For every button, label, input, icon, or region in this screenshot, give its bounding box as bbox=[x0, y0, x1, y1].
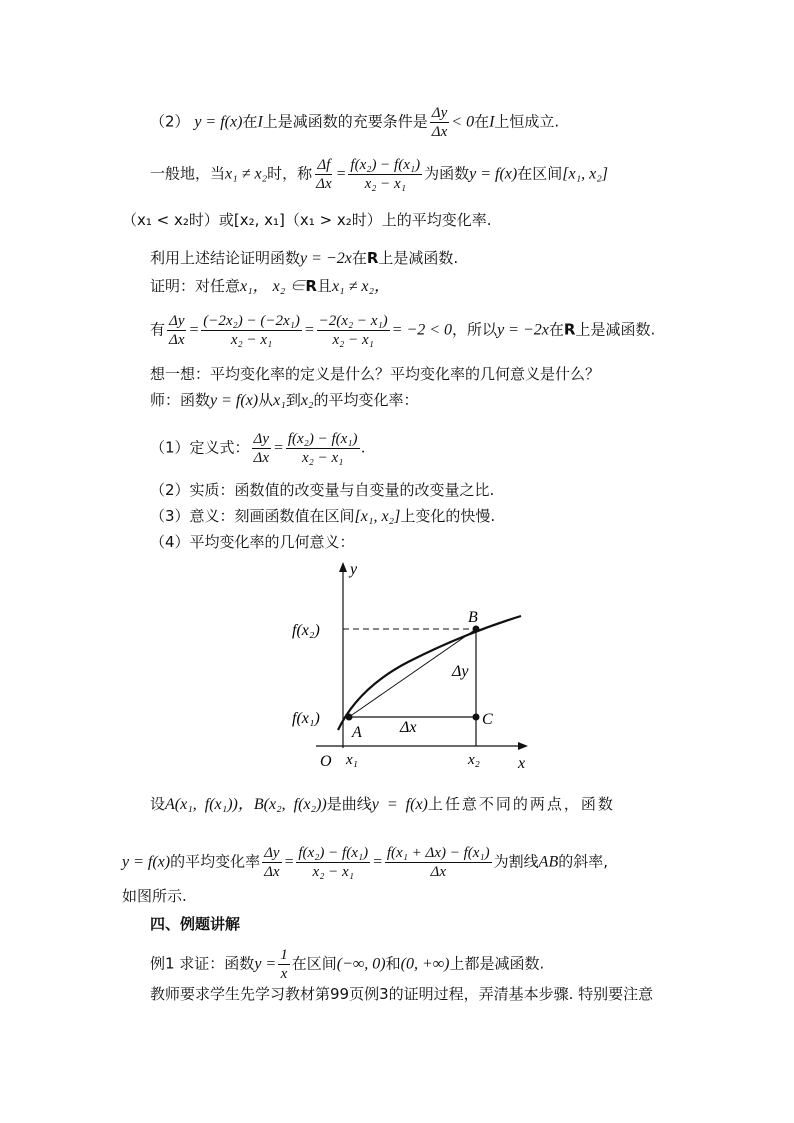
text: 在 bbox=[548, 320, 564, 339]
text: 上恒成立. bbox=[494, 112, 560, 131]
fraction-denominator: x₂ − x₁ bbox=[364, 176, 406, 192]
point-b-label: B bbox=[468, 609, 478, 626]
condition-line bbox=[150, 104, 559, 141]
think-question: 想一想：平均变化率的定义是什么？平均变化率的几何意义是什么？ bbox=[150, 365, 601, 383]
x-axis-arrow-icon bbox=[518, 742, 528, 750]
fraction bbox=[278, 946, 290, 983]
teacher-instruction-line: 教师要求学生先学习教材第99页例3的证明过程，弄清基本步骤. 特别要注意 bbox=[150, 985, 654, 1003]
fraction bbox=[167, 312, 186, 349]
fraction-numerator: f(x₁ + Δx) − f(x₁) bbox=[386, 845, 490, 861]
math-expression: x₁ ≠ x₂， bbox=[331, 278, 391, 295]
teacher-line bbox=[150, 390, 419, 411]
text: 在 bbox=[242, 112, 258, 131]
fraction-numerator: f(x₂) − f(x₁) bbox=[298, 845, 369, 861]
text: 一般地，当 bbox=[150, 164, 226, 183]
text: 有 bbox=[150, 320, 166, 339]
text: 且 bbox=[316, 277, 332, 295]
text: 的平均变化率： bbox=[313, 391, 419, 409]
fraction-numerator: 1 bbox=[280, 947, 288, 963]
fraction-denominator: x₂ − x₁ bbox=[230, 332, 273, 348]
text: 设 bbox=[150, 795, 166, 813]
fraction-denominator: Δx bbox=[431, 124, 448, 140]
essence-line: （2）实质：函数值的改变量与自变量的改变量之比. bbox=[150, 481, 495, 499]
definition-line-continued: （x₁ < x₂时）或[x₂, x₁]（x₁ > x₂时）上的平均变化率. bbox=[122, 211, 492, 229]
delta-x-label: Δx bbox=[400, 719, 417, 736]
fraction-denominator: x bbox=[280, 966, 288, 982]
fraction-denominator: Δx bbox=[169, 332, 185, 348]
points-line bbox=[150, 794, 615, 815]
y-axis-arrow-icon bbox=[339, 562, 347, 572]
text: 在区间 bbox=[517, 164, 563, 183]
secant-slope-figure bbox=[288, 558, 548, 778]
math-expression: (−∞, 0) bbox=[336, 955, 386, 973]
text: 上变化的快慢. bbox=[400, 507, 496, 525]
fraction-denominator: Δx bbox=[430, 864, 446, 880]
math-expression: y = bbox=[254, 955, 277, 973]
equals-sign: = bbox=[303, 321, 315, 339]
exercise-line bbox=[150, 248, 458, 269]
point-c-label: C bbox=[482, 711, 493, 728]
y-axis-label: y bbox=[350, 561, 358, 578]
text: 师：函数 bbox=[150, 391, 211, 409]
period: . bbox=[361, 439, 366, 457]
text: 和 bbox=[385, 954, 401, 973]
point-b bbox=[473, 626, 480, 633]
text: 上都是减函数. bbox=[449, 954, 545, 973]
delta-y-label: Δy bbox=[452, 663, 469, 680]
reals-symbol: R bbox=[366, 249, 379, 267]
text: ，所以 bbox=[452, 320, 498, 339]
geometric-meaning-line: （4）平均变化率的几何意义： bbox=[150, 533, 355, 551]
fraction-denominator: Δx bbox=[264, 864, 280, 880]
fraction bbox=[348, 156, 422, 193]
proof-line bbox=[150, 276, 390, 297]
equals-sign: = bbox=[283, 853, 295, 871]
text: 时，称 bbox=[267, 164, 313, 183]
fraction-numerator: Δy bbox=[431, 105, 448, 121]
math-expression: y = −2x bbox=[300, 250, 352, 267]
fraction bbox=[201, 312, 302, 349]
math-expression: B(x₂, f(x₂)) bbox=[253, 796, 327, 813]
text: 证明：对任意 bbox=[150, 277, 241, 295]
fraction-numerator: Δy bbox=[264, 845, 280, 861]
fraction-numerator: Δy bbox=[169, 313, 185, 329]
fraction bbox=[252, 430, 271, 467]
text: （1）定义式： bbox=[150, 438, 250, 457]
equals-sign: = bbox=[188, 321, 200, 339]
math-expression: I bbox=[257, 113, 263, 131]
math-expression: A(x₁, f(x₁))， bbox=[165, 796, 254, 813]
fraction-denominator: x₂ − x₁ bbox=[301, 450, 344, 466]
text: 到 bbox=[285, 391, 301, 409]
item-number: （2） bbox=[150, 112, 190, 131]
fraction-denominator: x₂ − x₁ bbox=[332, 332, 374, 348]
fraction bbox=[314, 156, 333, 193]
point-c bbox=[473, 714, 480, 721]
text: 的平均变化率 bbox=[170, 852, 261, 871]
math-expression: = −2 < 0 bbox=[391, 321, 453, 339]
text: 在 bbox=[351, 249, 367, 267]
fraction bbox=[430, 104, 449, 141]
math-expression: x₁ bbox=[273, 392, 286, 409]
fraction-numerator: (−2x₂) − (−2x₁) bbox=[203, 313, 300, 329]
math-expression: < 0 bbox=[451, 113, 475, 131]
fx2-label: f(x₂) bbox=[292, 622, 320, 639]
fraction-numerator: Δf bbox=[317, 157, 331, 173]
math-expression: x₁ ≠ x₂ bbox=[225, 165, 268, 183]
math-expression: y = f(x) bbox=[122, 853, 171, 871]
fraction bbox=[317, 312, 390, 349]
text: 在 bbox=[474, 112, 490, 131]
text: 例1 求证：函数 bbox=[150, 954, 255, 973]
text: 上是减函数. bbox=[575, 320, 656, 339]
fx1-label: f(x₁) bbox=[292, 710, 320, 727]
math-expression: x₂ bbox=[300, 392, 314, 409]
math-expression: AB bbox=[538, 853, 559, 871]
text: 利用上述结论证明函数 bbox=[150, 249, 301, 267]
secant-slope-line bbox=[122, 844, 608, 881]
text: 上是减函数的充要条件是 bbox=[262, 112, 428, 131]
x2-tick-label: x₂ bbox=[468, 752, 480, 768]
fraction bbox=[296, 844, 370, 881]
equals-sign: = bbox=[372, 853, 383, 871]
section-title: 四、例题讲解 bbox=[150, 915, 241, 933]
curve-y-fx bbox=[338, 616, 521, 730]
text: 的斜率, bbox=[558, 852, 608, 871]
reals-symbol: R bbox=[305, 277, 317, 295]
as-shown-line: 如图所示. bbox=[122, 887, 187, 905]
math-expression: y = f(x) bbox=[210, 392, 259, 409]
text: 是曲线 bbox=[326, 795, 372, 813]
text: 上是减函数. bbox=[378, 249, 459, 267]
text: 上任意不同的两点，函数 bbox=[427, 795, 615, 813]
x-axis-label: x bbox=[518, 755, 526, 772]
text: 为函数 bbox=[424, 164, 470, 183]
equals-sign: = bbox=[273, 439, 284, 457]
example-line bbox=[150, 946, 544, 983]
text: （3）意义：刻画函数值在区间 bbox=[150, 507, 355, 525]
fraction-numerator: f(x₂) − f(x₁) bbox=[350, 157, 421, 173]
meaning-line bbox=[150, 506, 495, 527]
math-expression: y = f(x) bbox=[371, 796, 428, 813]
fraction bbox=[262, 844, 281, 881]
fraction-numerator: Δy bbox=[253, 431, 270, 447]
math-expression: y = f(x) bbox=[194, 113, 243, 131]
fraction-numerator: −2(x₂ − x₁) bbox=[318, 313, 388, 329]
origin-label: O bbox=[320, 753, 332, 770]
math-expression: y = f(x) bbox=[469, 165, 518, 183]
fraction-denominator: Δx bbox=[316, 176, 332, 192]
fraction-numerator: f(x₂) − f(x₁) bbox=[287, 431, 358, 447]
equals-sign: = bbox=[335, 165, 347, 183]
fraction bbox=[385, 844, 492, 881]
point-a-label: A bbox=[352, 724, 362, 741]
math-expression: I bbox=[489, 113, 495, 131]
fraction-denominator: Δx bbox=[253, 450, 270, 466]
proof-computation-line bbox=[150, 312, 655, 349]
text: 在区间 bbox=[291, 954, 337, 973]
point-a bbox=[346, 714, 353, 721]
definition-line bbox=[150, 156, 608, 193]
math-expression: (0, +∞) bbox=[400, 955, 450, 973]
math-expression: y = −2x bbox=[497, 321, 549, 339]
definition-formula-line bbox=[150, 430, 366, 467]
text: 从 bbox=[258, 391, 274, 409]
math-expression: [x₁, x₂] bbox=[562, 165, 609, 183]
math-expression: [x₁, x₂] bbox=[354, 508, 401, 525]
math-expression: x₁， x₂ ∈ bbox=[240, 278, 306, 295]
fraction bbox=[286, 430, 360, 467]
text: 为割线 bbox=[493, 852, 539, 871]
reals-symbol: R bbox=[563, 320, 576, 339]
x1-tick-label: x₁ bbox=[346, 752, 358, 768]
fraction-denominator: x₂ − x₁ bbox=[312, 864, 354, 880]
